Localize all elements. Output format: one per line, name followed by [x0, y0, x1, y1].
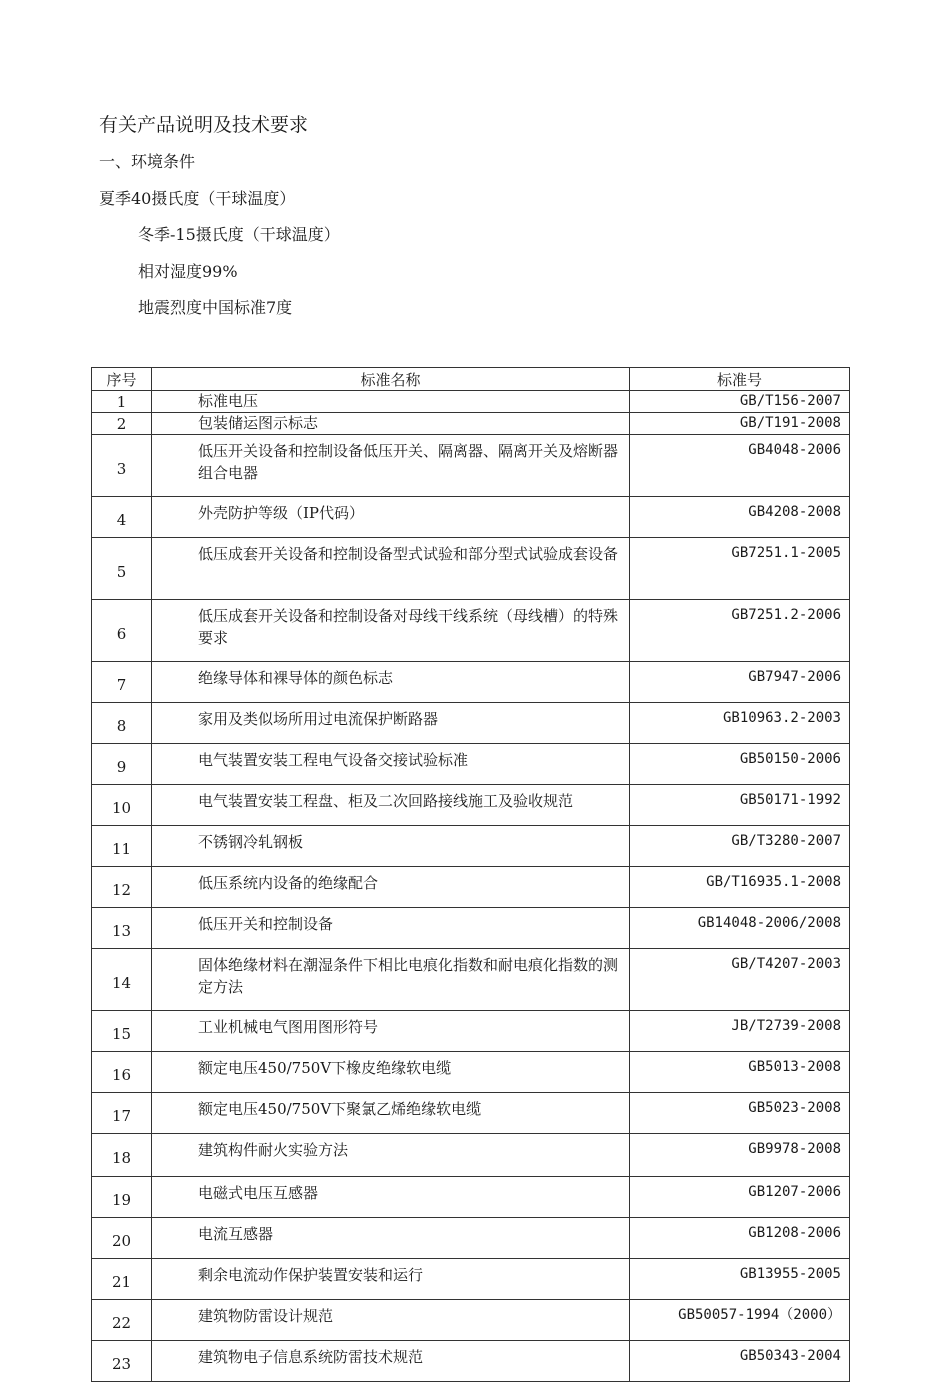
condition-winter: 冬季-15摄氏度（干球温度）	[138, 225, 340, 244]
standard-code: GB7947-2006	[630, 662, 850, 703]
standard-code: GB/T156-2007	[630, 391, 850, 413]
row-number: 19	[92, 1177, 152, 1218]
header-name: 标准名称	[152, 368, 630, 391]
row-number: 22	[92, 1300, 152, 1341]
table-row	[92, 413, 850, 435]
standard-name: 低压系统内设备的绝缘配合	[152, 867, 630, 908]
table-row	[92, 703, 850, 744]
table-header-row	[92, 368, 850, 391]
row-number: 3	[92, 435, 152, 497]
row-number: 6	[92, 600, 152, 662]
standard-name: 电气装置安装工程电气设备交接试验标准	[152, 744, 630, 785]
table-row	[92, 1134, 850, 1177]
standard-code: GB/T16935.1-2008	[630, 867, 850, 908]
row-number: 9	[92, 744, 152, 785]
section-heading: 一、环境条件	[99, 152, 196, 171]
standard-code: GB/T191-2008	[630, 413, 850, 435]
row-number: 2	[92, 413, 152, 435]
row-number: 14	[92, 949, 152, 1011]
table-row	[92, 826, 850, 867]
table-row	[92, 1093, 850, 1134]
row-number: 16	[92, 1052, 152, 1093]
row-number: 5	[92, 538, 152, 600]
standard-code: GB50343-2004	[630, 1341, 850, 1382]
standard-name: 建筑构件耐火实验方法	[152, 1134, 630, 1177]
standard-name: 低压成套开关设备和控制设备对母线干线系统（母线槽）的特殊要求	[152, 600, 630, 662]
standard-name: 低压开关和控制设备	[152, 908, 630, 949]
row-number: 7	[92, 662, 152, 703]
row-number: 20	[92, 1218, 152, 1259]
table-row	[92, 538, 850, 600]
table-row	[92, 435, 850, 497]
row-number: 15	[92, 1011, 152, 1052]
standard-name: 外壳防护等级（IP代码）	[152, 497, 630, 538]
standard-code: GB4048-2006	[630, 435, 850, 497]
standard-name: 工业机械电气图用图形符号	[152, 1011, 630, 1052]
standard-code: GB50057-1994（2000）	[630, 1300, 850, 1341]
standard-name: 额定电压450/750V下橡皮绝缘软电缆	[152, 1052, 630, 1093]
standard-name: 剩余电流动作保护装置安装和运行	[152, 1259, 630, 1300]
table-row	[92, 497, 850, 538]
standard-name: 建筑物防雷设计规范	[152, 1300, 630, 1341]
standard-code: JB/T2739-2008	[630, 1011, 850, 1052]
header-code: 标准号	[630, 368, 850, 391]
table-row	[92, 1300, 850, 1341]
standard-code: GB7251.2-2006	[630, 600, 850, 662]
standard-name: 电气装置安装工程盘、柜及二次回路接线施工及验收规范	[152, 785, 630, 826]
standard-code: GB9978-2008	[630, 1134, 850, 1177]
standard-code: GB1208-2006	[630, 1218, 850, 1259]
standard-name: 电流互感器	[152, 1218, 630, 1259]
table-row	[92, 949, 850, 1011]
standard-code: GB1207-2006	[630, 1177, 850, 1218]
table-row	[92, 1341, 850, 1382]
standard-code: GB50171-1992	[630, 785, 850, 826]
standard-name: 低压成套开关设备和控制设备型式试验和部分型式试验成套设备	[152, 538, 630, 600]
standard-name: 额定电压450/750V下聚氯乙烯绝缘软电缆	[152, 1093, 630, 1134]
table-row	[92, 1259, 850, 1300]
table-row	[92, 1011, 850, 1052]
standard-code: GB13955-2005	[630, 1259, 850, 1300]
standard-name: 电磁式电压互感器	[152, 1177, 630, 1218]
standard-code: GB50150-2006	[630, 744, 850, 785]
row-number: 21	[92, 1259, 152, 1300]
header-no: 序号	[92, 368, 152, 391]
standard-name: 建筑物电子信息系统防雷技术规范	[152, 1341, 630, 1382]
table-row	[92, 908, 850, 949]
standard-code: GB14048-2006/2008	[630, 908, 850, 949]
condition-humidity: 相对湿度99%	[138, 262, 238, 281]
document-title: 有关产品说明及技术要求	[99, 114, 309, 136]
row-number: 23	[92, 1341, 152, 1382]
standard-code: GB5023-2008	[630, 1093, 850, 1134]
standard-name: 不锈钢冷轧钢板	[152, 826, 630, 867]
row-number: 10	[92, 785, 152, 826]
table-row	[92, 1052, 850, 1093]
standard-code: GB5013-2008	[630, 1052, 850, 1093]
standard-code: GB/T3280-2007	[630, 826, 850, 867]
condition-seismic: 地震烈度中国标准7度	[138, 298, 293, 317]
standard-name: 家用及类似场所用过电流保护断路器	[152, 703, 630, 744]
standard-code: GB4208-2008	[630, 497, 850, 538]
table-row	[92, 662, 850, 703]
table-row	[92, 1177, 850, 1218]
table-row	[92, 785, 850, 826]
standard-code: GB10963.2-2003	[630, 703, 850, 744]
standard-code: GB7251.1-2005	[630, 538, 850, 600]
row-number: 11	[92, 826, 152, 867]
row-number: 17	[92, 1093, 152, 1134]
table-row	[92, 744, 850, 785]
table-row	[92, 391, 850, 413]
standard-name: 绝缘导体和裸导体的颜色标志	[152, 662, 630, 703]
row-number: 18	[92, 1134, 152, 1177]
table-row	[92, 600, 850, 662]
standard-name: 低压开关设备和控制设备低压开关、隔离器、隔离开关及熔断器组合电器	[152, 435, 630, 497]
standard-code: GB/T4207-2003	[630, 949, 850, 1011]
table-row	[92, 867, 850, 908]
row-number: 12	[92, 867, 152, 908]
standard-name: 标准电压	[152, 391, 630, 413]
row-number: 1	[92, 391, 152, 413]
standard-name: 固体绝缘材料在潮湿条件下相比电痕化指数和耐电痕化指数的测定方法	[152, 949, 630, 1011]
table-row	[92, 1218, 850, 1259]
condition-summer: 夏季40摄氏度（干球温度）	[99, 189, 296, 208]
row-number: 13	[92, 908, 152, 949]
row-number: 4	[92, 497, 152, 538]
standard-name: 包装储运图示标志	[152, 413, 630, 435]
row-number: 8	[92, 703, 152, 744]
standards-table	[91, 367, 850, 1382]
